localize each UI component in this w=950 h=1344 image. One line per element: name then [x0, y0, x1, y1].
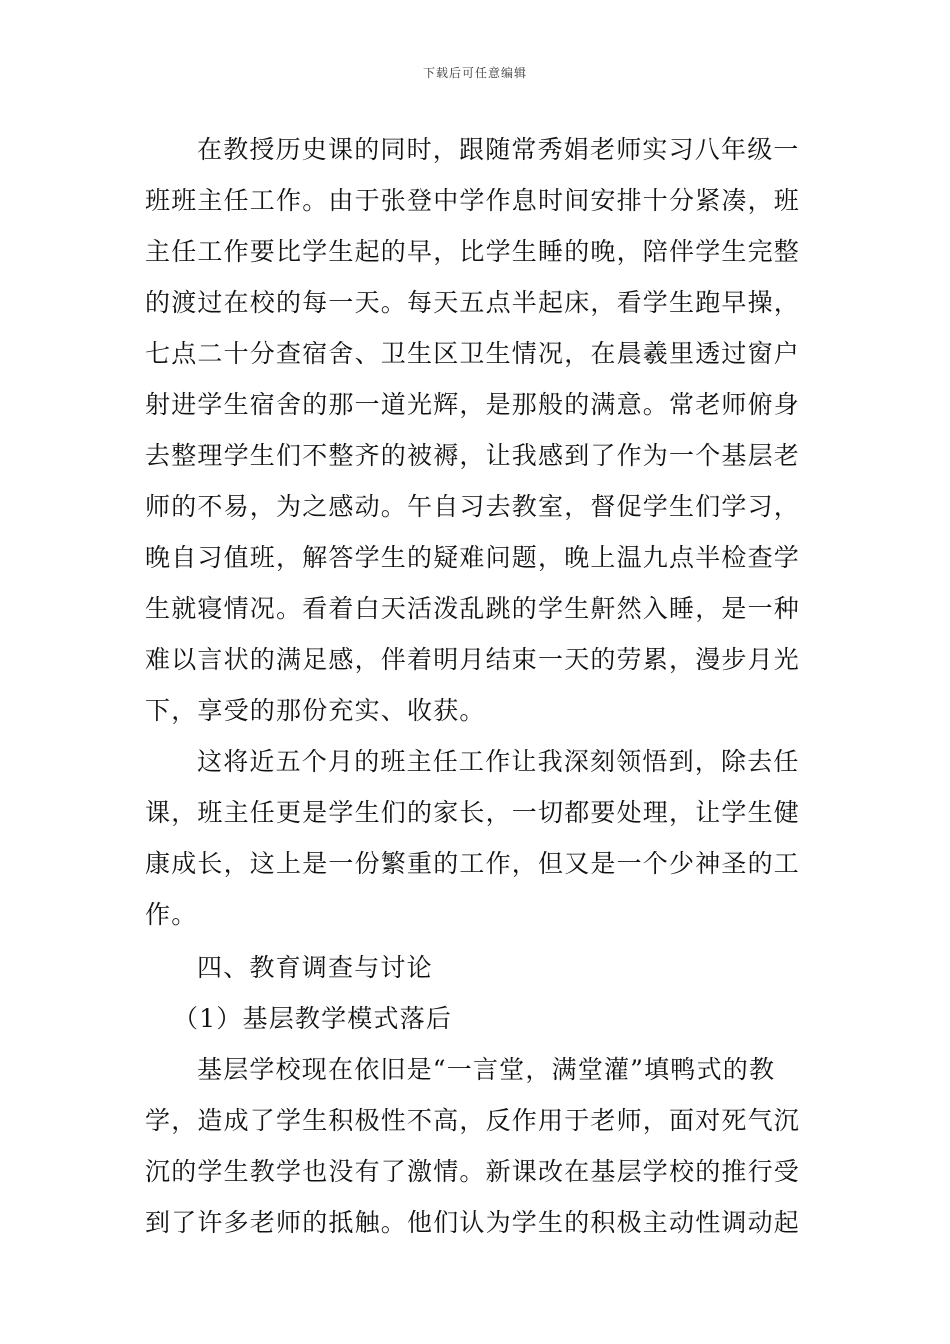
paragraph-line: 下，享受的那份充实、收获。	[145, 696, 486, 725]
paragraph-line: 班班主任工作。由于张登中学作息时间安排十分紧凑，班	[145, 186, 801, 215]
section-heading: 四、教育调查与讨论	[197, 953, 433, 982]
paragraph-line: 主任工作要比学生起的早，比学生睡的晚，陪伴学生完整	[145, 237, 801, 266]
paragraph-line: 学，造成了学生积极性不高，反作用于老师，面对死气沉	[145, 1106, 801, 1135]
paragraph-line: 康成长，这上是一份繁重的工作，但又是一个少神圣的工	[145, 849, 801, 878]
paragraph-line: 难以言状的满足感，伴着明月结束一天的劳累，漫步月光	[145, 645, 801, 674]
subsection-heading: （1）基层教学模式落后	[173, 1004, 453, 1033]
document-body	[145, 124, 809, 1248]
page-header-note: 下载后可任意编辑	[422, 66, 527, 80]
paragraph-line: 晚自习值班，解答学生的疑难问题，晚上温九点半检查学	[145, 543, 801, 572]
paragraph-line: 到了许多老师的抵触。他们认为学生的积极主动性调动起	[145, 1208, 801, 1237]
paragraph-class-teacher-work	[145, 124, 809, 736]
paragraph-line: 作。	[145, 900, 198, 929]
paragraph-line: 师的不易，为之感动。午自习去教室，督促学生们学习，	[145, 492, 801, 521]
paragraph-line: 这将近五个月的班主任工作让我深刻领悟到，除去任	[197, 747, 800, 776]
paragraph-line: 课，班主任更是学生们的家长，一切都要处理，让学生健	[145, 798, 801, 827]
paragraph-line: 沉的学生教学也没有了激情。新课改在基层学校的推行受	[145, 1157, 801, 1186]
paragraph-line: 基层学校现在依旧是“一言堂，满堂灌”填鸭式的教	[197, 1055, 776, 1084]
paragraph-line: 的渡过在校的每一天。每天五点半起床，看学生跑早操，	[145, 288, 801, 317]
paragraph-line: 射进学生宿舍的那一道光辉，是那般的满意。常老师俯身	[145, 390, 801, 419]
paragraph-line: 去整理学生们不整齐的被褥，让我感到了作为一个基层老	[145, 441, 801, 470]
paragraph-reflection	[145, 736, 809, 940]
paragraph-line: 生就寝情况。看着白天活泼乱跳的学生鼾然入睡，是一种	[145, 594, 801, 623]
paragraph-teaching-model	[145, 1044, 809, 1248]
paragraph-line: 七点二十分查宿舍、卫生区卫生情况，在晨羲里透过窗户	[145, 339, 801, 368]
paragraph-line: 在教授历史课的同时，跟随常秀娟老师实习八年级一	[197, 135, 800, 164]
